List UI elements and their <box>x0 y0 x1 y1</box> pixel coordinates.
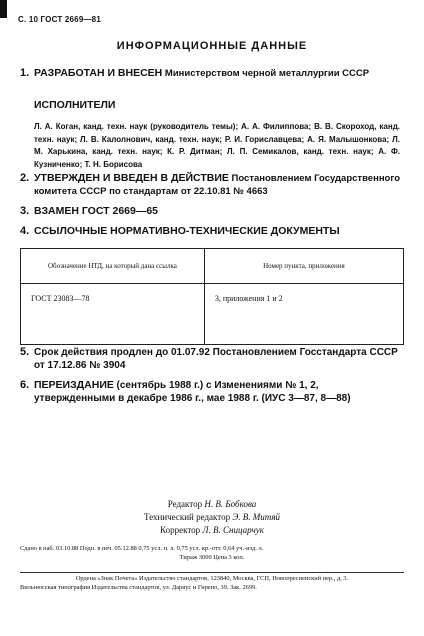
section-2-number: 2. <box>20 172 30 184</box>
section-3 <box>20 205 400 218</box>
section-3-heading: ВЗАМЕН ГОСТ 2669—65 <box>34 205 159 217</box>
section-5-number: 5. <box>20 346 30 358</box>
section-1-number: 1. <box>20 67 30 79</box>
page-corner-mark <box>0 0 7 18</box>
section-2-heading: УТВЕРЖДЕН И ВВЕДЕН В ДЕЙСТВИЕ <box>34 172 229 184</box>
section-4-heading: ССЫЛОЧНЫЕ НОРМАТИВНО-ТЕХНИЧЕСКИЕ ДОКУМЕНТЫ <box>34 225 340 237</box>
section-4 <box>20 225 400 238</box>
credit-corrector <box>0 524 424 537</box>
credit-role: Технический редактор <box>143 512 231 522</box>
print-details <box>20 545 404 562</box>
credit-tech-editor <box>0 511 424 524</box>
page-header: С. 10 ГОСТ 2669—81 <box>18 15 101 24</box>
section-1-text: Министерством черной металлургии СССР <box>164 68 370 79</box>
section-2 <box>20 172 400 198</box>
table-header-cell: Номер пункта, приложения <box>204 249 403 284</box>
print-line: Тираж 3000 Цена 3 коп. <box>179 553 245 561</box>
section-5-text: Срок действия продлен до 01.07.92 Постановлением Госстандарта СССР от 17.12.86 № 3904 <box>34 347 398 371</box>
publisher-details <box>20 575 404 592</box>
print-line: Сдано в наб. 03.10.88 Подп. в печ. 05.12.88 0,75 усл. п. л. 0,75 усл. кр.-отт. 0,64 уч.-изд. л. <box>20 545 264 552</box>
credits-block <box>0 498 424 537</box>
section-1 <box>20 67 400 80</box>
section-6-number: 6. <box>20 379 30 391</box>
table-row <box>21 284 404 345</box>
table-header-row <box>21 249 404 284</box>
section-5 <box>20 346 400 372</box>
credit-role: Редактор <box>167 499 203 509</box>
section-6-heading: ПЕРЕИЗДАНИЕ <box>34 379 114 391</box>
credit-role: Корректор <box>160 525 201 535</box>
credit-editor <box>0 498 424 511</box>
section-6 <box>20 379 400 405</box>
executors-heading: ИСПОЛНИТЕЛИ <box>34 99 116 111</box>
printer-line: Вильнюсская типография Издательства стандартов, ул. Даряус и Гирено, 39. Зак. 2699. <box>20 583 257 591</box>
executors-list: Л. А. Коган, канд. техн. наук (руководитель темы); А. А. Филиппова; В. В. Скороход, канд. техн. наук; Л. В. Калолнович, канд. техн. наук; Р. И. Гориславцева; А. Я. Малышонкова; Л. М. Харькина, канд. техн. наук; К. Р. Дитман; Л. П. Семикалов, канд. техн. наук; А. Ф. Кузниченко; Т. Н. Борисова <box>34 122 400 169</box>
table-header-cell: Обозначение НТД, на который дана ссылка <box>21 249 205 284</box>
credit-name: Э. В. Митяй <box>232 512 281 522</box>
section-4-number: 4. <box>20 225 30 237</box>
publisher-line: Ордена «Знак Почета» Издательство стандартов, 123840, Москва, ГСП, Новопресненский пер., д. 3. <box>75 575 349 582</box>
credit-name: Л. В. Сницарчук <box>202 525 264 535</box>
credit-name: Н. В. Бобкова <box>204 499 257 509</box>
section-1-heading: РАЗРАБОТАН И ВНЕСЕН <box>34 67 163 79</box>
section-6-text: (сентябрь 1988 г.) с Изменениями № 1, 2, утвержденными в декабре 1986 г., мае 1988 г. (ИУС 3—87, 8—88) <box>34 380 351 404</box>
section-2-text: Постановлением Государственного комитета СССР по стандартам от 22.10.81 № 4663 <box>34 173 400 197</box>
table-cell: ГОСТ 23083—78 <box>21 284 205 345</box>
section-3-number: 3. <box>20 205 30 217</box>
reference-docs-table <box>20 248 404 345</box>
table-cell: 3, приложения 1 и 2 <box>204 284 403 345</box>
divider <box>20 572 404 573</box>
page-title: ИНФОРМАЦИОННЫЕ ДАННЫЕ <box>116 40 308 52</box>
